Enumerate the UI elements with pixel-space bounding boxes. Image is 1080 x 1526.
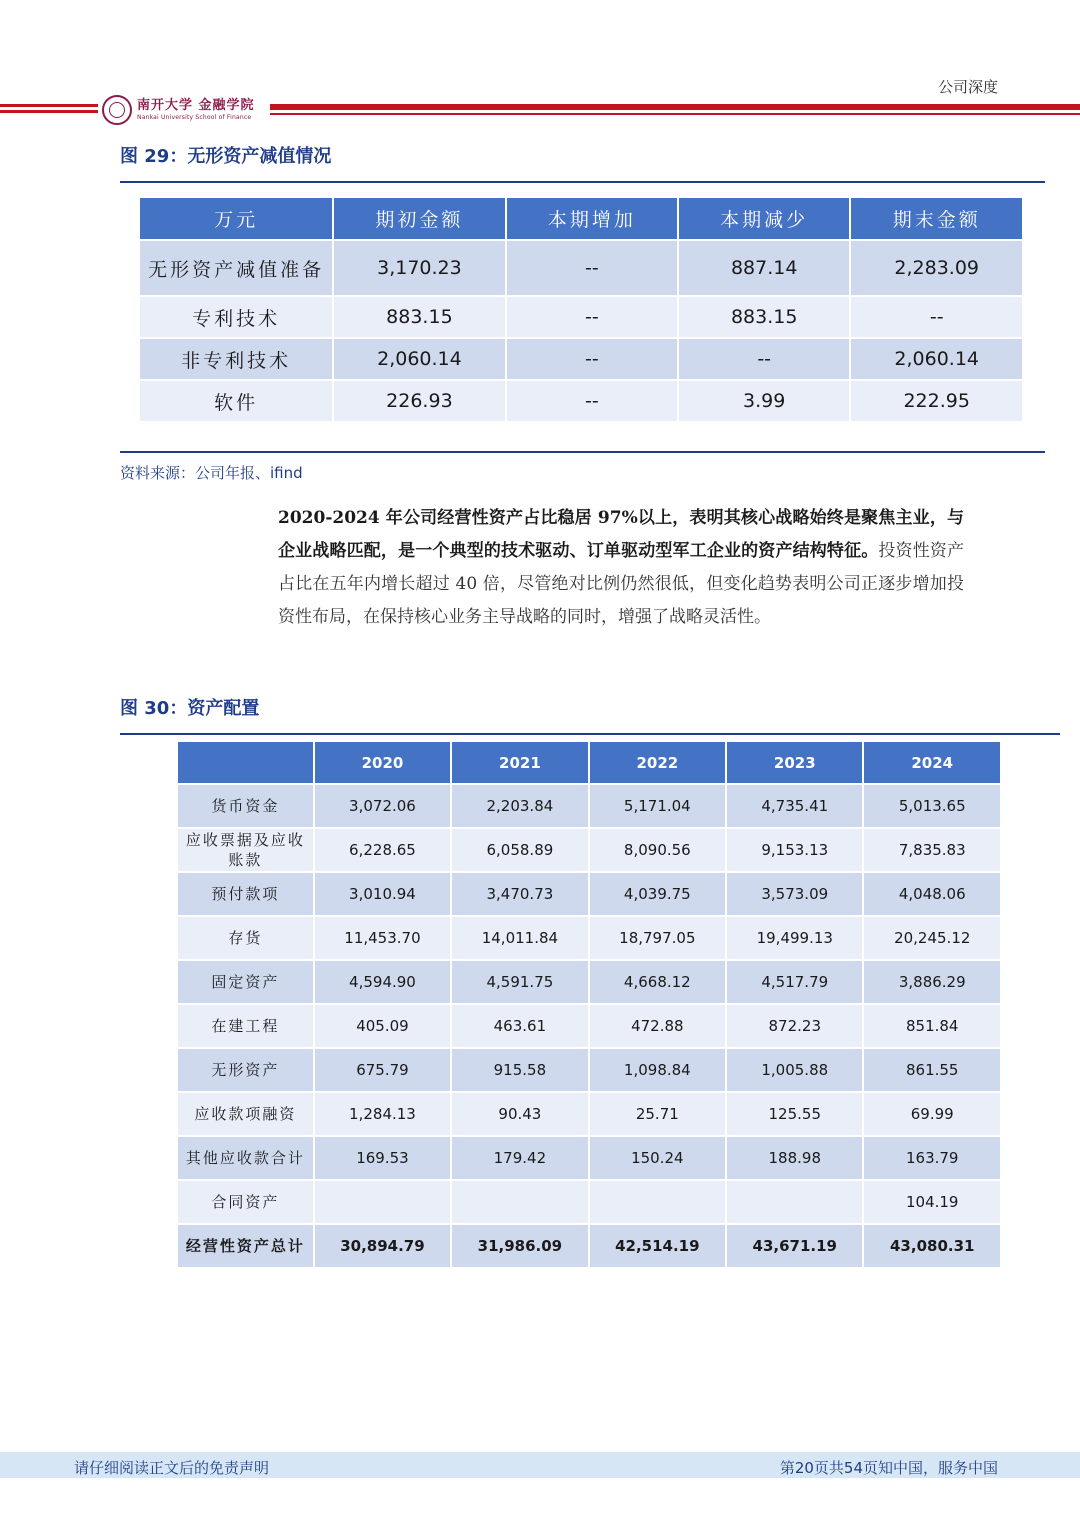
table-header-row: [178, 742, 1000, 783]
table-cell: 90.43: [452, 1093, 587, 1135]
table-cell: 4,039.75: [590, 873, 725, 915]
table-cell: 14,011.84: [452, 917, 587, 959]
table-cell: 1,284.13: [315, 1093, 450, 1135]
table-cell: 31,986.09: [452, 1225, 587, 1267]
table-cell: --: [507, 241, 677, 295]
table-cell: 104.19: [864, 1181, 1000, 1223]
table-row: [178, 829, 1000, 871]
table-cell: 20,245.12: [864, 917, 1000, 959]
table-cell: 4,668.12: [590, 961, 725, 1003]
asset-allocation-table: [176, 740, 1002, 1269]
table-cell: 2,203.84: [452, 785, 587, 827]
column-header: 2023: [727, 742, 862, 783]
figure-30-title: 图 30：资产配置: [120, 698, 260, 719]
table-cell: 1,005.88: [727, 1049, 862, 1091]
table-cell: 2,283.09: [851, 241, 1022, 295]
table-cell: 3,010.94: [315, 873, 450, 915]
row-label: 在建工程: [178, 1005, 313, 1047]
column-header: 2024: [864, 742, 1000, 783]
footer-page-info: 第20页共54页知中国，服务中国: [779, 1459, 998, 1477]
table-row: [140, 339, 1022, 379]
row-label: 无形资产: [178, 1049, 313, 1091]
table-cell: [315, 1181, 450, 1223]
paragraph-bold-text: 2020-2024 年公司经营性资产占比稳居 97%以上，表明其核心战略始终是聚焦主业，与企业战略匹配，是一个典型的技术驱动、订单驱动型军工企业的资产结构特征。: [278, 508, 964, 561]
table-cell: 883.15: [679, 297, 849, 337]
logo-name-en: Nankai University School of Finance: [137, 114, 252, 121]
table-cell: 188.98: [727, 1137, 862, 1179]
table-cell: 5,013.65: [864, 785, 1000, 827]
table-cell: --: [507, 339, 677, 379]
table-cell: 861.55: [864, 1049, 1000, 1091]
table-cell: 226.93: [334, 381, 505, 421]
table-row: [140, 297, 1022, 337]
table-cell: 125.55: [727, 1093, 862, 1135]
row-label: 固定资产: [178, 961, 313, 1003]
table-cell: 4,517.79: [727, 961, 862, 1003]
analysis-paragraph: [278, 502, 964, 634]
table-cell: 851.84: [864, 1005, 1000, 1047]
column-header: 万元: [140, 198, 332, 239]
seal-icon: [102, 95, 132, 125]
impairment-table: [138, 196, 1024, 423]
table-row: [178, 1005, 1000, 1047]
column-header: 期初金额: [334, 198, 505, 239]
column-header: [178, 742, 313, 783]
table-cell: [590, 1181, 725, 1223]
table-header-row: [140, 198, 1022, 239]
table-cell: 19,499.13: [727, 917, 862, 959]
table-cell: 472.88: [590, 1005, 725, 1047]
table-cell: [727, 1181, 862, 1223]
table-cell: 883.15: [334, 297, 505, 337]
table-cell: 43,080.31: [864, 1225, 1000, 1267]
table-cell: 463.61: [452, 1005, 587, 1047]
table-row: [178, 1181, 1000, 1223]
doc-type-label: 公司深度: [937, 78, 998, 96]
table-cell: 30,894.79: [315, 1225, 450, 1267]
table-row: [178, 1137, 1000, 1179]
table-cell: 25.71: [590, 1093, 725, 1135]
table-cell: 3.99: [679, 381, 849, 421]
table-cell: 222.95: [851, 381, 1022, 421]
table-cell: 169.53: [315, 1137, 450, 1179]
row-label: 无形资产减值准备: [140, 241, 332, 295]
table-row: [178, 961, 1000, 1003]
table-cell: 8,090.56: [590, 829, 725, 871]
logo-name-cn: 南开大学 金融学院: [137, 98, 255, 113]
table-row: [178, 1225, 1000, 1267]
row-label: 货币资金: [178, 785, 313, 827]
table-cell: 11,453.70: [315, 917, 450, 959]
row-label: 专利技术: [140, 297, 332, 337]
row-label: 合同资产: [178, 1181, 313, 1223]
table-cell: 2,060.14: [851, 339, 1022, 379]
source-note: 资料来源：公司年报、ifind: [120, 464, 303, 482]
column-header: 2021: [452, 742, 587, 783]
table-cell: 43,671.19: [727, 1225, 862, 1267]
row-label: 存货: [178, 917, 313, 959]
row-label: 预付款项: [178, 873, 313, 915]
figure-29-bottom-rule: [120, 451, 1045, 453]
table-row: [178, 1093, 1000, 1135]
row-label: 经营性资产总计: [178, 1225, 313, 1267]
column-header: 2022: [590, 742, 725, 783]
table-cell: --: [507, 381, 677, 421]
table-cell: 4,735.41: [727, 785, 862, 827]
table-cell: 150.24: [590, 1137, 725, 1179]
table-cell: 405.09: [315, 1005, 450, 1047]
table-cell: 9,153.13: [727, 829, 862, 871]
table-row: [178, 1049, 1000, 1091]
table-cell: [452, 1181, 587, 1223]
table-cell: 1,098.84: [590, 1049, 725, 1091]
university-logo: [102, 94, 255, 126]
column-header: 本期减少: [679, 198, 849, 239]
table-cell: 3,573.09: [727, 873, 862, 915]
paragraph-normal-text: 投资性资产占比在五年内增长超过 40 倍，尽管绝对比例仍然很低，但变化趋势表明公司正逐步增加投资性布局，在保持核心业务主导战略的同时，增强了战略灵活性。: [278, 541, 965, 627]
row-label: 应收款项融资: [178, 1093, 313, 1135]
figure-29-rule: [120, 181, 1045, 183]
table-cell: 163.79: [864, 1137, 1000, 1179]
row-label: 应收票据及应收账款: [178, 829, 313, 871]
table-row: [178, 785, 1000, 827]
column-header: 本期增加: [507, 198, 677, 239]
table-cell: 3,072.06: [315, 785, 450, 827]
table-cell: 872.23: [727, 1005, 862, 1047]
table-cell: --: [679, 339, 849, 379]
table-cell: 7,835.83: [864, 829, 1000, 871]
table-row: [178, 873, 1000, 915]
header-rule-right: [270, 104, 1080, 116]
column-header: 期末金额: [851, 198, 1022, 239]
table-cell: 2,060.14: [334, 339, 505, 379]
table-cell: 3,470.73: [452, 873, 587, 915]
table-cell: 6,058.89: [452, 829, 587, 871]
table-cell: 6,228.65: [315, 829, 450, 871]
table-cell: 3,170.23: [334, 241, 505, 295]
footer-disclaimer: 请仔细阅读正文后的免责声明: [74, 1459, 270, 1477]
table-row: [140, 381, 1022, 421]
table-cell: 887.14: [679, 241, 849, 295]
table-cell: 179.42: [452, 1137, 587, 1179]
row-label: 其他应收款合计: [178, 1137, 313, 1179]
table-cell: 675.79: [315, 1049, 450, 1091]
figure-30-rule: [120, 733, 1060, 735]
figure-29-title: 图 29：无形资产减值情况: [120, 146, 332, 167]
table-cell: 4,591.75: [452, 961, 587, 1003]
table-cell: 3,886.29: [864, 961, 1000, 1003]
table-cell: 69.99: [864, 1093, 1000, 1135]
table-cell: 5,171.04: [590, 785, 725, 827]
header-rule-left: [0, 104, 98, 116]
table-cell: 4,594.90: [315, 961, 450, 1003]
table-row: [178, 917, 1000, 959]
row-label: 软件: [140, 381, 332, 421]
table-cell: --: [507, 297, 677, 337]
row-label: 非专利技术: [140, 339, 332, 379]
table-cell: 42,514.19: [590, 1225, 725, 1267]
column-header: 2020: [315, 742, 450, 783]
table-cell: 915.58: [452, 1049, 587, 1091]
table-cell: 4,048.06: [864, 873, 1000, 915]
table-cell: --: [851, 297, 1022, 337]
table-cell: 18,797.05: [590, 917, 725, 959]
table-row: [140, 241, 1022, 295]
